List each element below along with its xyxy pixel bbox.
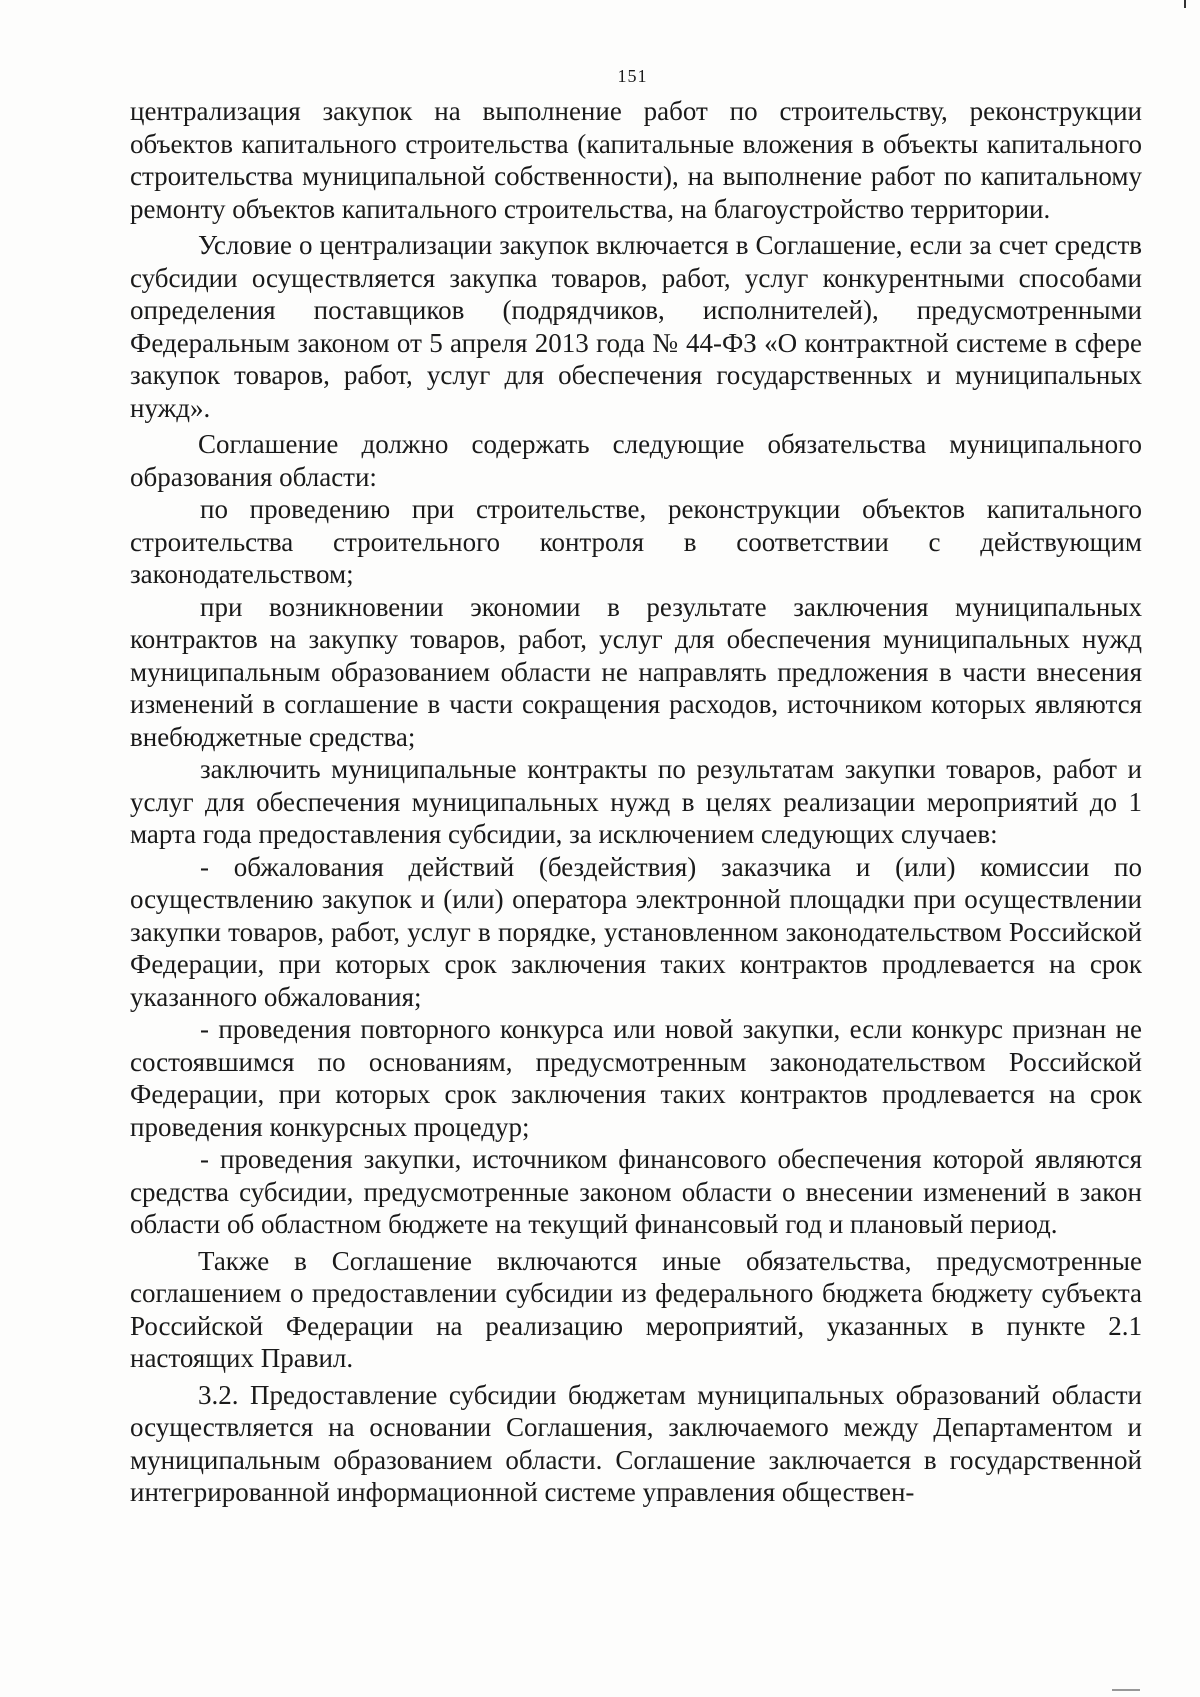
paragraph-obligations-intro: Соглашение должно содержать следующие обязательства муниципального образования области:: [130, 429, 1142, 492]
paragraph-continuation: централизация закупок на выполнение работ по строительству, реконструкции объектов капитального строительства (капитальные вложения в объекты капитального строительства муниципальной собственности), на выполнение работ по капитальному ремонту объектов капитального строительства, на благоустройство территории.: [130, 96, 1142, 224]
scan-artifact-bottom-right: [1112, 1689, 1140, 1691]
list-item-repeat-tender: - проведения повторного конкурса или новой закупки, если конкурс признан не состоявшимся по основаниям, предусмотренным законодательством Российской Федерации, при которых срок заключения таких контрактов продлевается на срок проведения конкурсных процедур;: [130, 1014, 1142, 1142]
paragraph-obligation-contracts: заключить муниципальные контракты по результатам закупки товаров, работ и услуг для обеспечения муниципальных нужд в целях реализации мероприятий до 1 марта года предоставления субсидии, за исключением следующих случаев:: [130, 754, 1142, 849]
list-item-appeal: - обжалования действий (бездействия) заказчика и (или) комиссии по осуществлению закупок и (или) оператора электронной площадки при осуществлении закупки товаров, работ, услуг в порядке, установленном законодательством Российской Федерации, при которых срок заключения таких контрактов продлевается на срок указанного обжалования;: [130, 851, 1142, 1012]
scan-artifact-top-right: [1184, 0, 1186, 8]
document-body: [130, 95, 1142, 1509]
list-item-subsidy-funding: - проведения закупки, источником финансового обеспечения которой являются средства субсидии, предусмотренные законом области о внесении изменений в закон области об областном бюджете на текущий финансовый год и плановый период.: [130, 1144, 1142, 1239]
paragraph-section-3-2: 3.2. Предоставление субсидии бюджетам муниципальных образований области осуществляется на основании Соглашения, заключаемого между Департаментом и муниципальным образованием области. Соглашение заключается в государственной интегрированной информационной системе управления обществен-: [130, 1379, 1142, 1507]
page-number: 151: [617, 66, 648, 86]
paragraph-obligation-construction-control: по проведению при строительстве, реконструкции объектов капитального строительства строительного контроля в соответствии с действующим законодательством;: [130, 494, 1142, 589]
paragraph-obligation-savings: при возникновении экономии в результате заключения муниципальных контрактов на закупку товаров, работ, услуг для обеспечения муниципальных нужд муниципальным образованием области не направлять предложения в части внесения изменений в соглашение в части сокращения расходов, источником которых являются внебюджетные средства;: [130, 591, 1142, 752]
paragraph-centralization-condition: Условие о централизации закупок включается в Соглашение, если за счет средств субсидии осуществляется закупка товаров, работ, услуг конкурентными способами определения поставщиков (подрядчиков, исполнителей), предусмотренными Федеральным законом от 5 апреля 2013 года № 44-ФЗ «О контрактной системе в сфере закупок товаров, работ, услуг для обеспечения государственных и муниципальных нужд».: [130, 230, 1142, 423]
paragraph-other-obligations: Также в Соглашение включаются иные обязательства, предусмотренные соглашением о предоставлении субсидии из федерального бюджета бюджету субъекта Российской Федерации на реализацию мероприятий, указанных в пункте 2.1 настоящих Правил.: [130, 1245, 1142, 1373]
